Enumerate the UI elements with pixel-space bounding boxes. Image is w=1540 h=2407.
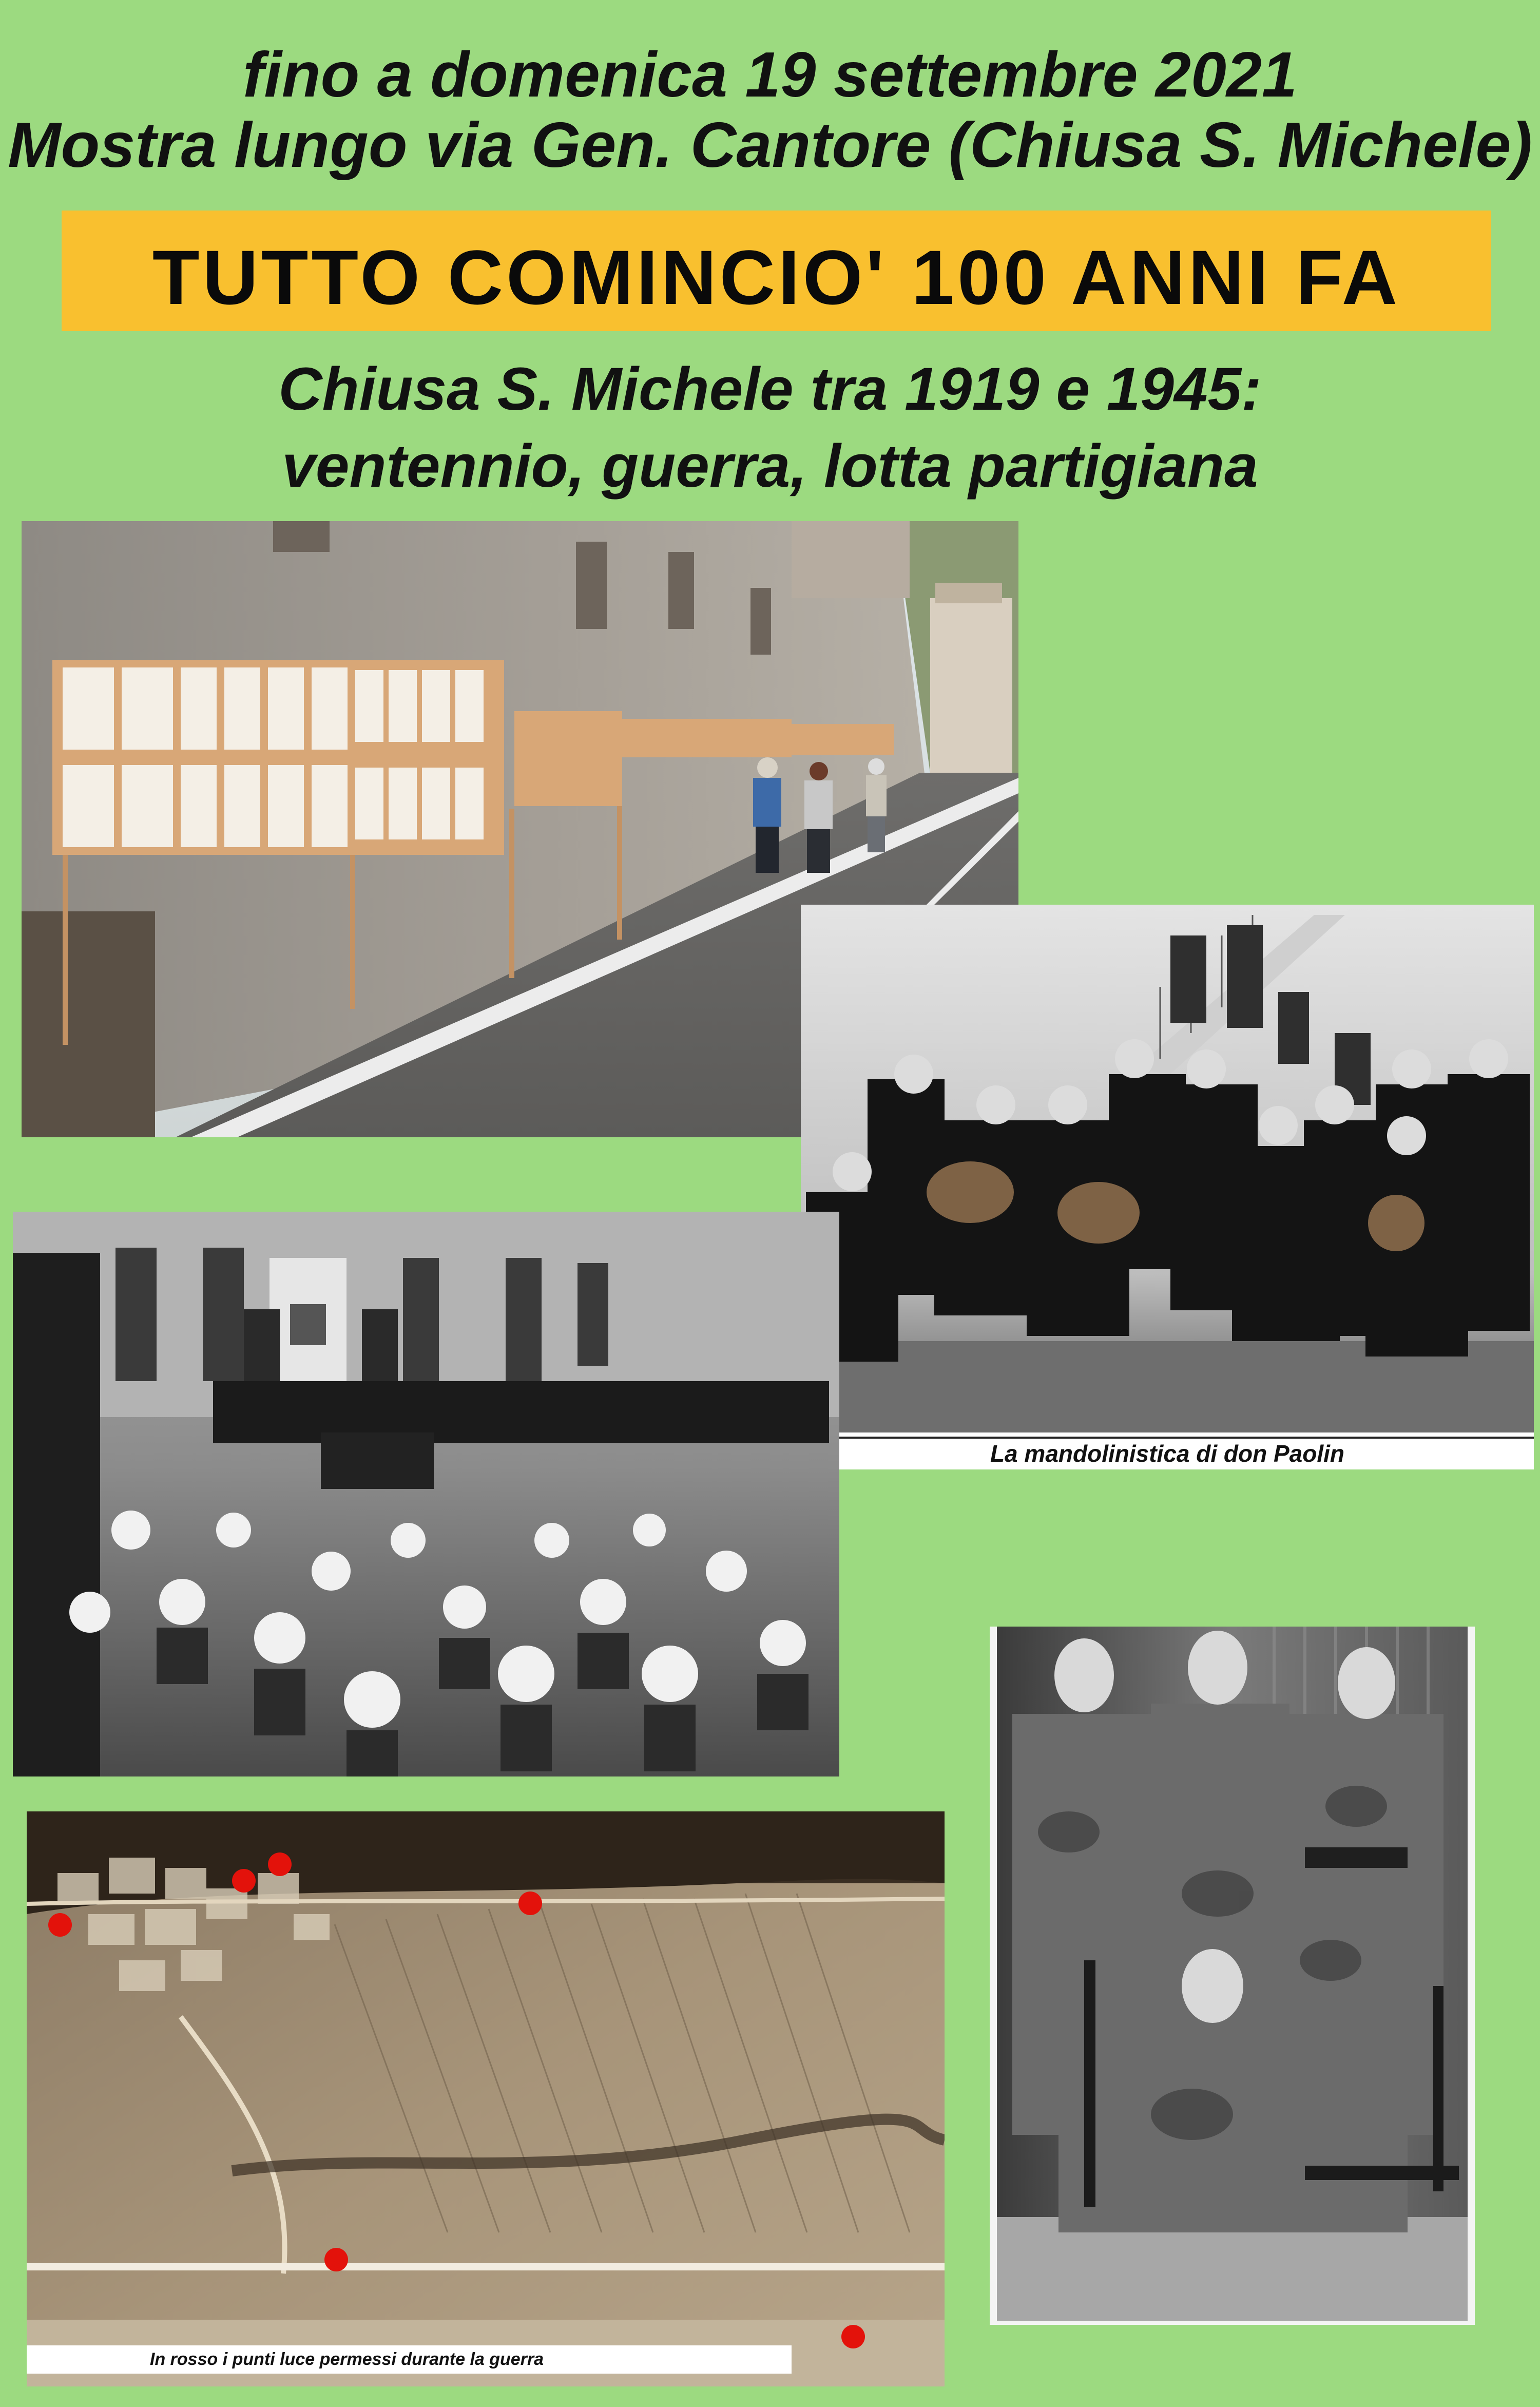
date-heading: fino a domenica 19 settembre 2021 [243,40,1297,110]
aerial-map-photo [27,1811,945,2386]
light-point-marker [268,1852,292,1876]
light-point-marker [232,1869,256,1893]
light-point-marker [324,2248,348,2271]
light-point-marker [518,1892,542,1915]
light-point-marker [48,1913,72,1937]
partisans-portrait-photo [990,1627,1475,2325]
light-point-marker [841,2325,865,2348]
title-banner [62,211,1491,331]
ceremony-square-photo [13,1212,839,1776]
banner-title: TUTTO COMINCIO' 100 ANNI FA [152,234,1401,320]
map-photo-caption: In rosso i punti luce permessi durante la guerra [27,2345,792,2374]
exhibition-location-heading: Mostra lungo via Gen. Cantore (Chiusa S. Michele) [8,110,1532,181]
subtitle-line-2: ventennio, guerra, lotta partigiana [282,432,1258,500]
band-photo-caption: La mandolinistica di don Paolin [801,1437,1534,1469]
subtitle-line-1: Chiusa S. Michele tra 1919 e 1945: [278,355,1262,423]
mandolin-band-photo [801,905,1534,1437]
